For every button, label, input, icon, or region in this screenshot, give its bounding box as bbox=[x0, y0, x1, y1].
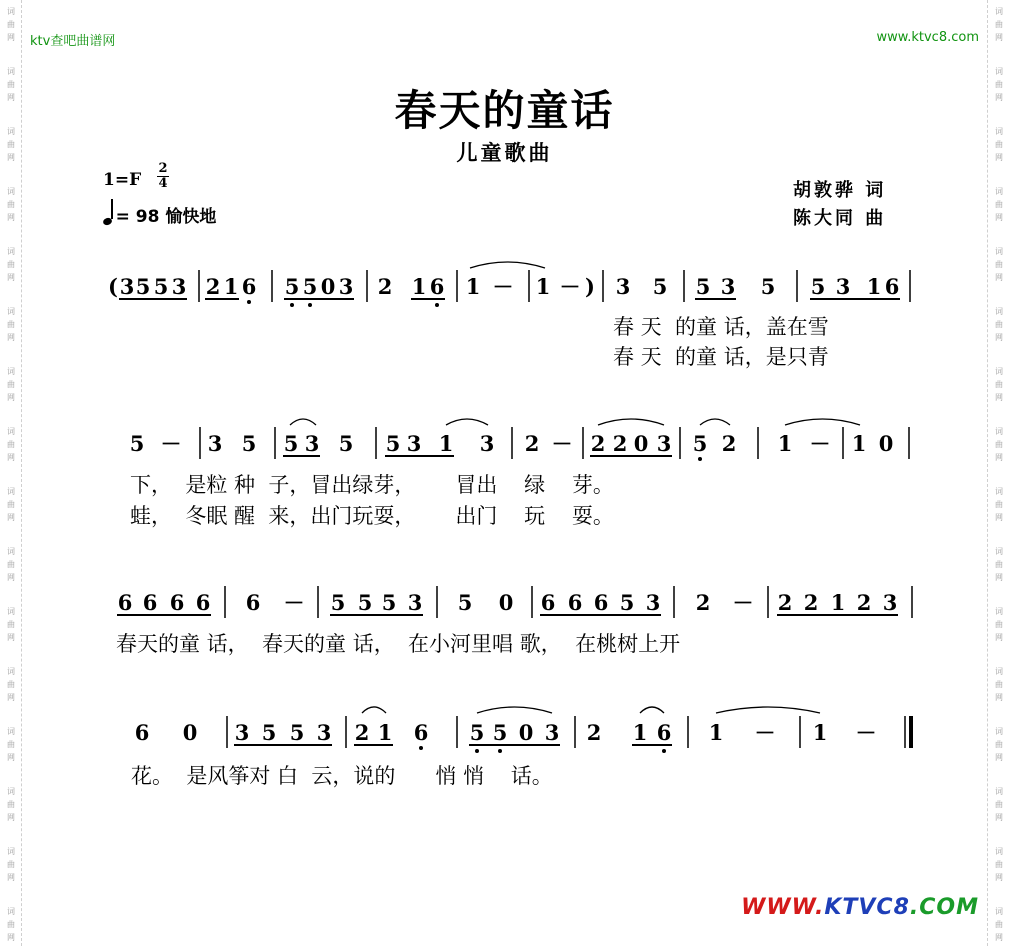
watermark-char: 网 bbox=[995, 33, 1003, 42]
note: 3 bbox=[882, 590, 898, 615]
note: 5 bbox=[760, 274, 776, 299]
note: 3 bbox=[615, 274, 631, 299]
note: 1 bbox=[812, 720, 828, 745]
watermark-char: 曲 bbox=[7, 620, 15, 629]
watermark-char: 词 bbox=[7, 247, 15, 256]
song-subtitle: 儿童歌曲 bbox=[456, 141, 553, 165]
watermark-char: 词 bbox=[995, 907, 1003, 916]
watermark-char: 网 bbox=[7, 213, 15, 222]
note: 6 bbox=[241, 274, 257, 299]
watermark-char: 网 bbox=[7, 33, 15, 42]
watermark-char: 曲 bbox=[995, 20, 1003, 29]
lower-octave-dot bbox=[435, 303, 439, 307]
slur-arc bbox=[716, 707, 820, 713]
lyric-row1-verse2: 春 天 的童 话，是只青 bbox=[613, 345, 829, 369]
note: 3 bbox=[338, 274, 354, 299]
watermark-char: 网 bbox=[995, 393, 1003, 402]
watermark-char: 曲 bbox=[7, 260, 15, 269]
lyric-row3: 春天的童 话， 春天的童 话， 在小河里唱 歌， 在桃树上开 bbox=[116, 632, 681, 656]
watermark-char: 网 bbox=[7, 153, 15, 162]
note: 2 bbox=[695, 590, 711, 615]
note: 6 bbox=[134, 720, 150, 745]
note: 2 bbox=[777, 590, 793, 615]
watermark-char: 曲 bbox=[7, 740, 15, 749]
watermark-char: 曲 bbox=[995, 560, 1003, 569]
watermark-char: 曲 bbox=[995, 80, 1003, 89]
lower-octave-dot bbox=[290, 303, 294, 307]
note: 1 bbox=[411, 274, 427, 299]
footer-brand-logo[interactable] bbox=[741, 895, 979, 920]
note: 3 bbox=[316, 720, 332, 745]
watermark-char: 词 bbox=[7, 667, 15, 676]
note: 3 bbox=[119, 274, 135, 299]
slur-arc bbox=[640, 707, 664, 713]
note: 5 bbox=[619, 590, 635, 615]
watermark-char: 词 bbox=[995, 487, 1003, 496]
note: 1 bbox=[535, 274, 551, 299]
slur-arc bbox=[362, 707, 386, 713]
watermark-char: 词 bbox=[7, 427, 15, 436]
note: 5 bbox=[302, 274, 318, 299]
watermark-char: 曲 bbox=[995, 260, 1003, 269]
watermark-char: 词 bbox=[995, 667, 1003, 676]
watermark-char: 曲 bbox=[7, 680, 15, 689]
lyricist-credit: 胡敦骅 词 bbox=[793, 180, 887, 201]
note: 5 bbox=[652, 274, 668, 299]
watermark-char: 曲 bbox=[7, 380, 15, 389]
watermark-char: 词 bbox=[7, 367, 15, 376]
note: 3 bbox=[479, 431, 495, 456]
note: 2 bbox=[590, 431, 606, 456]
composer-credit: 陈大同 曲 bbox=[793, 208, 887, 229]
watermark-char: 网 bbox=[995, 753, 1003, 762]
note: 6 bbox=[142, 590, 158, 615]
slur-arc bbox=[785, 419, 860, 425]
note: 5 bbox=[457, 590, 473, 615]
note: － bbox=[855, 720, 877, 745]
note: 3 bbox=[544, 720, 560, 745]
watermark-char: 曲 bbox=[7, 20, 15, 29]
watermark-char: 网 bbox=[995, 213, 1003, 222]
lower-octave-dot bbox=[475, 749, 479, 753]
note: 2 bbox=[721, 431, 737, 456]
note: － bbox=[809, 431, 831, 456]
watermark-char: 网 bbox=[7, 513, 15, 522]
slur-arc bbox=[477, 707, 552, 713]
watermark-char: 曲 bbox=[7, 440, 15, 449]
watermark-char: 网 bbox=[995, 153, 1003, 162]
watermark-char: 网 bbox=[995, 933, 1003, 942]
note: 3 bbox=[406, 431, 422, 456]
watermark-char: 词 bbox=[7, 67, 15, 76]
watermark-char: 曲 bbox=[995, 320, 1003, 329]
note: － bbox=[559, 274, 581, 299]
watermark-char: 词 bbox=[995, 7, 1003, 16]
watermark-char: 网 bbox=[7, 93, 15, 102]
note: 1 bbox=[708, 720, 724, 745]
watermark-char: 曲 bbox=[7, 140, 15, 149]
note: － bbox=[492, 274, 514, 299]
lyric-row1-verse1: 春 天 的童 话，盖在雪 bbox=[613, 315, 829, 339]
slur-arc bbox=[446, 419, 488, 425]
watermark-char: 曲 bbox=[995, 440, 1003, 449]
watermark-char: 词 bbox=[995, 247, 1003, 256]
watermark-char: 词 bbox=[995, 727, 1003, 736]
watermark-char: 词 bbox=[7, 607, 15, 616]
note: ( bbox=[108, 274, 118, 299]
note: 5 bbox=[241, 431, 257, 456]
brand-ktvc8: KTVC8 bbox=[824, 895, 910, 920]
watermark-char: 网 bbox=[995, 333, 1003, 342]
note: 1 bbox=[851, 431, 867, 456]
watermark-char: 词 bbox=[7, 307, 15, 316]
lower-octave-dot bbox=[662, 749, 666, 753]
watermark-char: 网 bbox=[995, 453, 1003, 462]
note: 3 bbox=[304, 431, 320, 456]
note: 0 bbox=[518, 720, 534, 745]
note: 2 bbox=[856, 590, 872, 615]
note: 0 bbox=[878, 431, 894, 456]
note: 2 bbox=[354, 720, 370, 745]
watermark-char: 网 bbox=[995, 813, 1003, 822]
watermark-char: 词 bbox=[995, 847, 1003, 856]
note: 3 bbox=[835, 274, 851, 299]
note: 5 bbox=[385, 431, 401, 456]
watermark-char: 曲 bbox=[995, 620, 1003, 629]
note: 5 bbox=[289, 720, 305, 745]
note: 3 bbox=[645, 590, 661, 615]
watermark-char: 曲 bbox=[7, 860, 15, 869]
brand-com: .COM bbox=[909, 895, 979, 920]
note: 2 bbox=[803, 590, 819, 615]
note: 6 bbox=[413, 720, 429, 745]
watermark-char: 曲 bbox=[995, 860, 1003, 869]
lower-octave-dot bbox=[308, 303, 312, 307]
note: 6 bbox=[117, 590, 133, 615]
note: 6 bbox=[540, 590, 556, 615]
watermark-char: 词 bbox=[7, 7, 15, 16]
watermark-char: 词 bbox=[7, 487, 15, 496]
watermark-char: 词 bbox=[7, 847, 15, 856]
watermark-char: 网 bbox=[7, 333, 15, 342]
watermark-char: 词 bbox=[995, 787, 1003, 796]
note: － bbox=[160, 431, 182, 456]
watermark-char: 曲 bbox=[7, 800, 15, 809]
note: 2 bbox=[612, 431, 628, 456]
note: 5 bbox=[695, 274, 711, 299]
lower-octave-dot bbox=[247, 300, 251, 304]
song-title: 春天的童话 bbox=[394, 86, 615, 135]
watermark-char: 词 bbox=[995, 607, 1003, 616]
note: 6 bbox=[567, 590, 583, 615]
watermark-char: 网 bbox=[995, 633, 1003, 642]
watermark-char: 曲 bbox=[995, 920, 1003, 929]
note: 1 bbox=[830, 590, 846, 615]
watermark-char: 曲 bbox=[7, 920, 15, 929]
slur-arc bbox=[290, 419, 316, 425]
note: 5 bbox=[261, 720, 277, 745]
note: 1 bbox=[866, 274, 882, 299]
slur-arc bbox=[470, 262, 545, 268]
site-name-left[interactable]: ktv查吧曲谱网 bbox=[30, 34, 116, 49]
note: 1 bbox=[438, 431, 454, 456]
watermark-char: 词 bbox=[7, 547, 15, 556]
note: 6 bbox=[656, 720, 672, 745]
watermark-char: 网 bbox=[995, 93, 1003, 102]
meter-bottom: 4 bbox=[158, 176, 168, 191]
slur-arc bbox=[700, 419, 730, 425]
note: 5 bbox=[129, 431, 145, 456]
note: 5 bbox=[135, 274, 151, 299]
watermark-char: 网 bbox=[7, 273, 15, 282]
note: 2 bbox=[586, 720, 602, 745]
lower-octave-dot bbox=[419, 746, 423, 750]
tempo-text: = 98 愉快地 bbox=[115, 207, 217, 227]
watermark-char: 曲 bbox=[7, 320, 15, 329]
watermark-char: 网 bbox=[7, 393, 15, 402]
note: 5 bbox=[153, 274, 169, 299]
watermark-char: 网 bbox=[995, 273, 1003, 282]
watermark-char: 曲 bbox=[7, 500, 15, 509]
watermark-char: 曲 bbox=[995, 740, 1003, 749]
note: 2 bbox=[377, 274, 393, 299]
watermark-char: 网 bbox=[7, 933, 15, 942]
note: 5 bbox=[810, 274, 826, 299]
watermark-char: 网 bbox=[995, 513, 1003, 522]
note: 3 bbox=[207, 431, 223, 456]
note: ) bbox=[585, 274, 595, 299]
note: 0 bbox=[320, 274, 336, 299]
watermark-char: 曲 bbox=[995, 200, 1003, 209]
note: － bbox=[754, 720, 776, 745]
watermark-char: 词 bbox=[995, 547, 1003, 556]
watermark-char: 词 bbox=[7, 127, 15, 136]
lyric-row2-verse1: 下， 是粒 种 子，冒出绿芽， 冒出 绿 芽。 bbox=[130, 473, 614, 497]
slur-arc bbox=[598, 419, 664, 425]
note: 6 bbox=[245, 590, 261, 615]
brand-www: WWW. bbox=[741, 895, 825, 920]
watermark-char: 词 bbox=[995, 67, 1003, 76]
note: 5 bbox=[284, 274, 300, 299]
lower-octave-dot bbox=[498, 749, 502, 753]
watermark-char: 词 bbox=[995, 367, 1003, 376]
note: 3 bbox=[234, 720, 250, 745]
watermark-char: 曲 bbox=[995, 500, 1003, 509]
watermark-char: 词 bbox=[995, 427, 1003, 436]
watermark-char: 曲 bbox=[7, 560, 15, 569]
watermark-char: 网 bbox=[7, 633, 15, 642]
note: 5 bbox=[330, 590, 346, 615]
note: 6 bbox=[195, 590, 211, 615]
note: 5 bbox=[283, 431, 299, 456]
watermark-char: 曲 bbox=[995, 680, 1003, 689]
key-signature: 1=F bbox=[103, 170, 142, 190]
watermark-char: 网 bbox=[7, 813, 15, 822]
watermark-char: 网 bbox=[7, 873, 15, 882]
note: 5 bbox=[492, 720, 508, 745]
site-url-right[interactable]: www.ktvc8.com bbox=[876, 30, 979, 45]
watermark-char: 词 bbox=[7, 727, 15, 736]
note: 3 bbox=[407, 590, 423, 615]
lyric-row2-verse2: 蛙， 冬眠 醒 来，出门玩耍， 出门 玩 耍。 bbox=[130, 504, 614, 528]
watermark-char: 词 bbox=[995, 127, 1003, 136]
watermark-char: 词 bbox=[995, 307, 1003, 316]
note: － bbox=[732, 590, 754, 615]
note: 2 bbox=[524, 431, 540, 456]
note: 1 bbox=[632, 720, 648, 745]
watermark-char: 曲 bbox=[995, 800, 1003, 809]
note: 6 bbox=[884, 274, 900, 299]
note: 1 bbox=[465, 274, 481, 299]
watermark-char: 网 bbox=[995, 873, 1003, 882]
lyric-row4: 花。 是风筝对 白 云，说的 悄 悄 话。 bbox=[131, 764, 553, 788]
watermark-char: 网 bbox=[995, 573, 1003, 582]
watermark-char: 词 bbox=[7, 787, 15, 796]
note: － bbox=[551, 431, 573, 456]
note: 2 bbox=[205, 274, 221, 299]
note: 3 bbox=[720, 274, 736, 299]
note: 0 bbox=[182, 720, 198, 745]
watermark-char: 词 bbox=[7, 907, 15, 916]
watermark-char: 网 bbox=[7, 753, 15, 762]
note: － bbox=[283, 590, 305, 615]
note: 5 bbox=[692, 431, 708, 456]
note: 6 bbox=[593, 590, 609, 615]
note: 3 bbox=[171, 274, 187, 299]
watermark-char: 网 bbox=[7, 573, 15, 582]
watermark-char: 曲 bbox=[7, 80, 15, 89]
note: 5 bbox=[338, 431, 354, 456]
watermark-char: 网 bbox=[7, 693, 15, 702]
watermark-char: 网 bbox=[995, 693, 1003, 702]
watermark-char: 曲 bbox=[995, 140, 1003, 149]
watermark-char: 曲 bbox=[995, 380, 1003, 389]
note: 1 bbox=[377, 720, 393, 745]
note: 5 bbox=[357, 590, 373, 615]
note: 6 bbox=[169, 590, 185, 615]
lower-octave-dot bbox=[698, 457, 702, 461]
meter-top: 2 bbox=[158, 161, 168, 176]
note: 3 bbox=[656, 431, 672, 456]
watermark-char: 曲 bbox=[7, 200, 15, 209]
watermark-char: 词 bbox=[995, 187, 1003, 196]
note: 6 bbox=[429, 274, 445, 299]
note: 5 bbox=[381, 590, 397, 615]
note: 5 bbox=[469, 720, 485, 745]
note: 1 bbox=[777, 431, 793, 456]
note: 0 bbox=[498, 590, 514, 615]
note: 0 bbox=[633, 431, 649, 456]
note: 1 bbox=[223, 274, 239, 299]
watermark-char: 词 bbox=[7, 187, 15, 196]
watermark-char: 网 bbox=[7, 453, 15, 462]
